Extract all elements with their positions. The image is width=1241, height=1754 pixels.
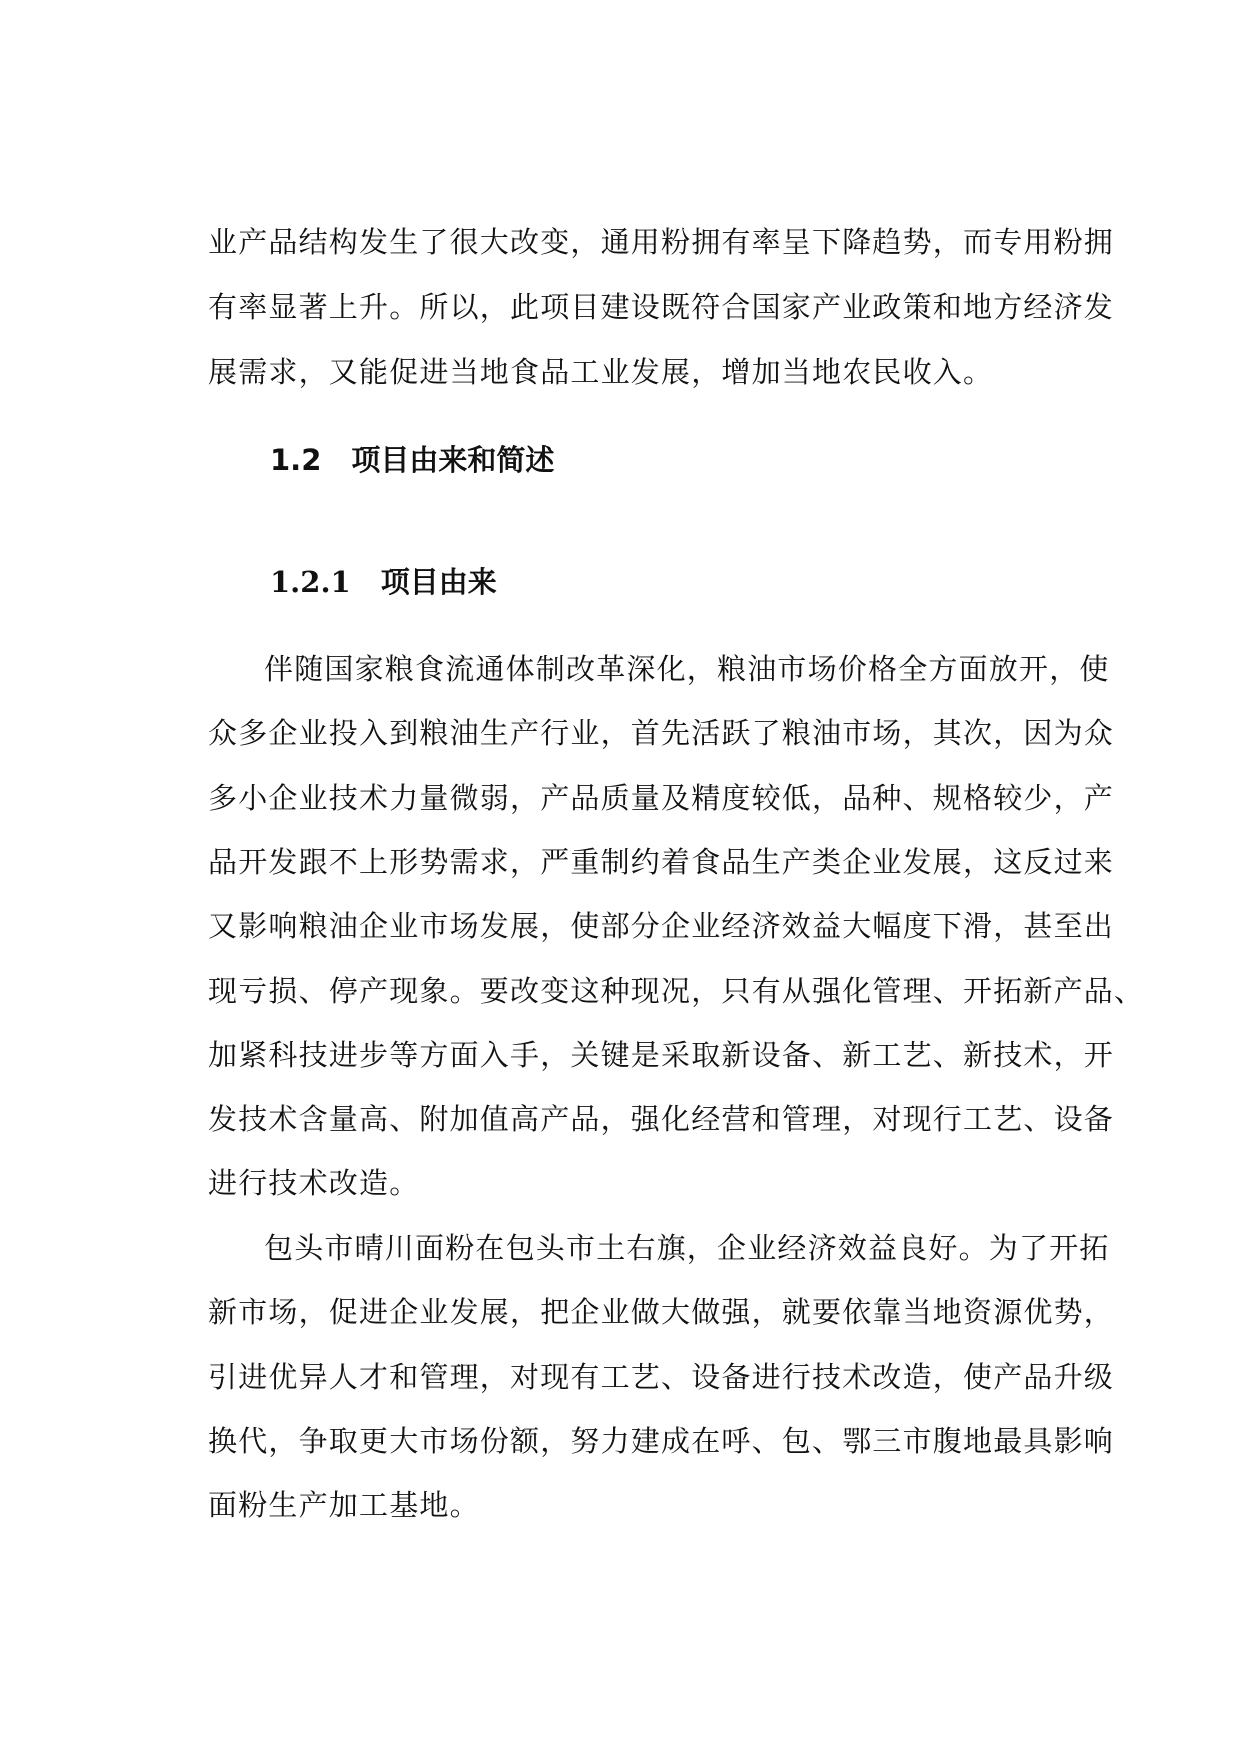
section-number: 1.2 [270,443,322,477]
text-line: 众多企业投入到粮油生产行业，首先活跃了粮油市场，其次，因为众 [208,716,1115,750]
text-line: 业产品结构发生了很大改变，通用粉拥有率呈下降趋势，而专用粉拥 [208,225,1115,259]
text-line: 发技术含量高、附加值高产品，强化经营和管理，对现行工艺、设备 [208,1102,1115,1136]
text-line: 新市场，促进企业发展，把企业做大做强，就要依靠当地资源优势， [208,1295,1115,1329]
subsection-heading [270,562,497,602]
text-line: 伴随国家粮食流通体制改革深化，粮油市场价格全方面放开，使 [264,652,1110,686]
section-title: 项目由来和简述 [351,443,555,477]
text-line: 面粉生产加工基地。 [208,1488,480,1522]
text-line: 展需求，又能促进当地食品工业发展，增加当地农民收入。 [208,355,994,389]
text-line: 品开发跟不上形势需求，严重制约着食品生产类企业发展，这反过来 [208,845,1115,879]
text-line: 加紧科技进步等方面入手，关键是采取新设备、新工艺、新技术，开 [208,1038,1115,1072]
text-line: 引进优异人才和管理，对现有工艺、设备进行技术改造，使产品升级 [208,1360,1115,1394]
text-line: 现亏损、停产现象。要改变这种现况，只有从强化管理、开拓新产品、 [208,974,1145,1008]
subsection-number: 1.2.1 [270,565,351,599]
text-line: 有率显著上升。所以，此项目建设既符合国家产业政策和地方经济发 [208,290,1115,324]
text-line: 包头市晴川面粉在包头市土右旗，企业经济效益良好。为了开拓 [264,1231,1110,1265]
text-line: 换代，争取更大市场份额，努力建成在呼、包、鄂三市腹地最具影响 [208,1424,1115,1458]
subsection-title: 项目由来 [380,565,497,599]
text-line: 多小企业技术力量微弱，产品质量及精度较低，品种、规格较少，产 [208,781,1115,815]
section-heading [270,440,554,480]
text-line: 又影响粮油企业市场发展，使部分企业经济效益大幅度下滑，甚至出 [208,909,1115,943]
text-line: 进行技术改造。 [208,1166,420,1200]
